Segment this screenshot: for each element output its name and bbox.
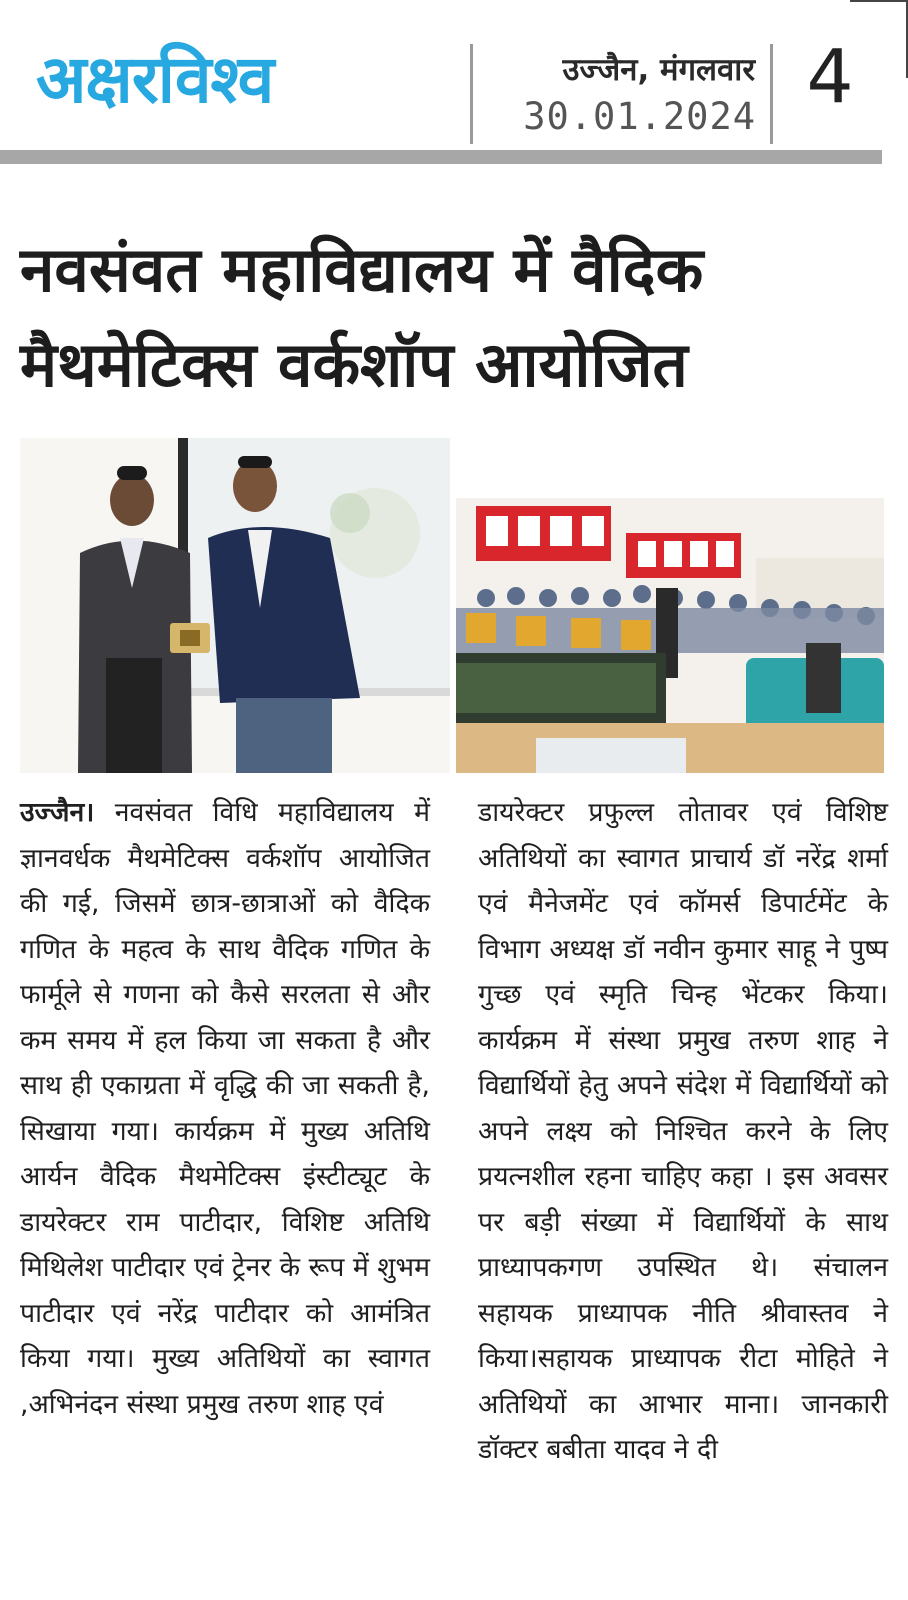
masthead-divider-right	[770, 44, 773, 144]
article-column-right	[478, 790, 888, 1473]
photo-workshop-audience	[456, 438, 884, 773]
issue-date: 30.01.2024	[523, 95, 756, 138]
article-body-left: नवसंवत विधि महाविद्यालय में ज्ञानवर्धक मैथमेटिक्स वर्कशॉप आयोजित की गई, जिसमें छात्र-छात्राओं को वैदिक गणित के महत्व के साथ वैदिक गणित के फार्मूले से गणना को कैसे सरलता से और कम समय में हल किया जा सकता है और साथ ही एकाग्रता में वृद्धि की जा सकती है, सिखाया गया। कार्यक्रम में मुख्य अतिथि आर्यन वैदिक मैथमेटिक्स इंस्टीट्यूट के डायरेक्टर राम पाटीदार, विशिष्ट अतिथि मिथिलेश पाटीदार एवं ट्रेनर के रूप में शुभम पाटीदार एवं नरेंद्र पाटीदार को आमंत्रित किया गया। मुख्य अतिथियों का स्वागत ,अभिनंदन संस्था प्रमुख तरुण शाह एवं	[20, 797, 430, 1420]
article-column-left	[20, 790, 430, 1427]
masthead-divider	[470, 44, 473, 144]
masthead	[0, 0, 908, 160]
page-number: 4	[806, 34, 854, 120]
headline-line-2: मैथमेटिक्स वर्कशॉप आयोजित	[20, 328, 688, 401]
headline-line-1: नवसंवत महाविद्यालय में वैदिक	[20, 233, 704, 306]
newspaper-logo: अक्षरविश्व	[36, 41, 274, 118]
page-corner-mark	[850, 0, 908, 78]
masthead-rule	[0, 150, 882, 164]
city-and-day: उज्जैन, मंगलवार	[562, 52, 755, 88]
article-body-right: डायरेक्टर प्रफुल्ल तोतावर एवं विशिष्ट अतिथियों का स्वागत प्राचार्य डॉ नरेंद्र शर्मा एवं मैनेजमेंट एवं कॉमर्स डिपार्टमेंट के विभाग अध्यक्ष डॉ नवीन कुमार साहू ने पुष्प गुच्छ एवं स्मृति चिन्ह भेंटकर किया। कार्यक्रम में संस्था प्रमुख तरुण शाह ने विद्यार्थियों हेतु अपने संदेश में विद्यार्थियों को अपने लक्ष्य को निश्चित करने के लिए प्रयत्नशील रहना चाहिए कहा । इस अवसर पर बड़ी संख्या में विद्यार्थियों के साथ प्राध्यापकगण उपस्थित थे। संचालन सहायक प्राध्यापक नीति श्रीवास्तव ने किया।सहायक प्राध्यापक रीटा मोहिते ने अतिथियों का आभार माना। जानकारी डॉक्टर बबीता यादव ने दी	[478, 797, 888, 1465]
award-presentation-image	[20, 438, 450, 773]
photo-award-presentation	[20, 438, 450, 773]
article-dateline: उज्जैन।	[20, 797, 95, 828]
article-headline	[20, 222, 890, 412]
workshop-audience-image	[456, 438, 884, 773]
